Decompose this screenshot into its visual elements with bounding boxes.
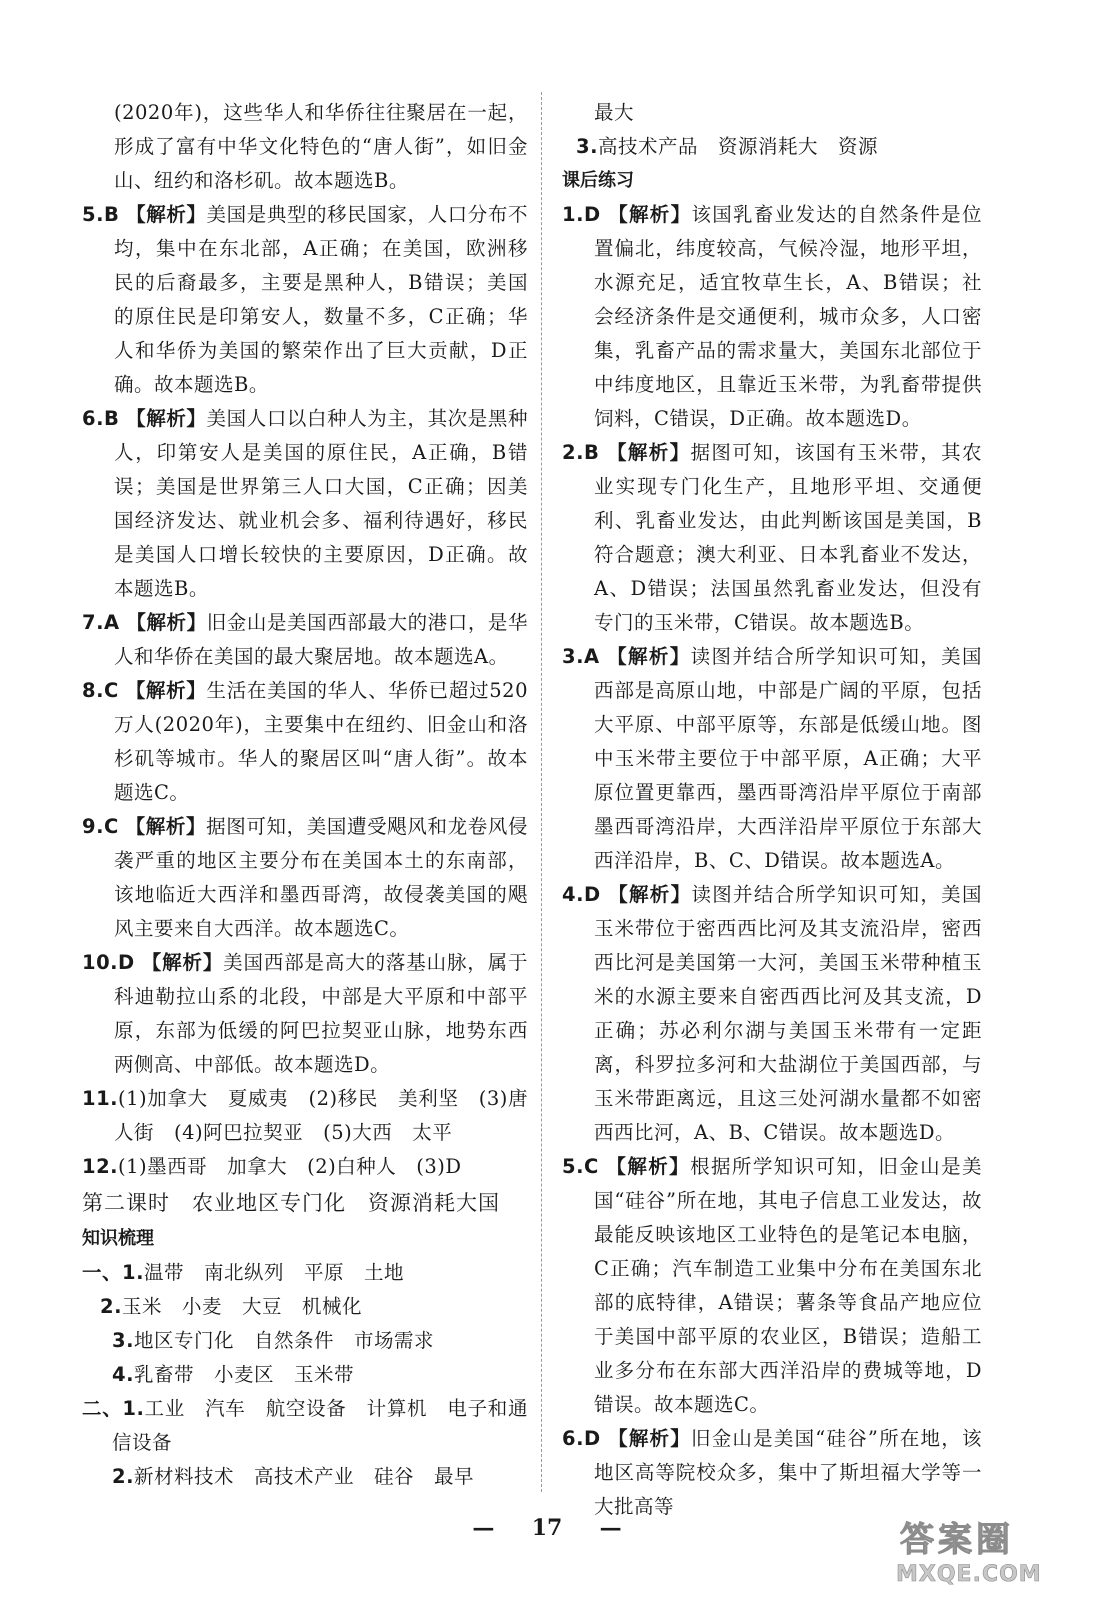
- answer-number: 2.B: [562, 441, 600, 464]
- item-prefix: 二、1.: [82, 1397, 145, 1420]
- answer-item-11: [82, 1082, 528, 1150]
- answer-text: 旧金山是美国西部最大的港口，是华人和华侨在美国的最大聚居地。故本题选A。: [114, 611, 528, 668]
- left-column: [82, 96, 528, 1494]
- item-prefix: 2.: [100, 1295, 122, 1318]
- answer-text: 美国人口以白种人为主，其次是黑种人，印第安人是美国的原住民，A正确，B错误；美国是世界第三人口大国，C正确；因美国经济发达、就业机会多、福利待遇好，移民是美国人口增长较快的主要原因，D正确。故本题选B。: [114, 407, 528, 600]
- answer-item-12: [82, 1150, 528, 1184]
- answer-item-6: [82, 402, 528, 606]
- item-prefix: 一、1.: [82, 1261, 144, 1284]
- knowledge-item: [82, 1392, 528, 1460]
- footer-dash-left: —: [472, 1515, 495, 1541]
- answer-number: 8.C: [82, 679, 119, 702]
- intro-paragraph: (2020年)，这些华人和华侨往往聚居在一起，形成了富有中华文化特色的“唐人街”，如旧金山、纽约和洛杉矶。故本题选B。: [114, 101, 528, 192]
- answer-number: 5.C: [562, 1155, 599, 1178]
- answer-text: 美国西部是高大的落基山脉，属于科迪勒拉山系的北段，中部是大平原和中部平原，东部为低缓的阿巴拉契亚山脉，地势东西两侧高、中部低。故本题选D。: [114, 951, 528, 1076]
- knowledge-item: [82, 1358, 528, 1392]
- answer-number: 6.B: [82, 407, 120, 430]
- answer-text: 该国乳畜业发达的自然条件是位置偏北，纬度较高，气候冷湿，地形平坦，水源充足，适宜牧草生长，A、B错误；社会经济条件是交通便利，城市众多，人口密集，乳畜产品的需求量大，美国东北部位于中纬度地区，且靠近玉米带，为乳畜带提供饲料，C错误，D正确。故本题选D。: [594, 203, 982, 430]
- answer-text: 据图可知，该国有玉米带，其农业实现专门化生产，且地形平坦、交通便利、乳畜业发达，由此判断该国是美国，B符合题意；澳大利亚、日本乳畜业不发达，A、D错误；法国虽然乳畜业发达，但没有专门的玉米带，C错误。故本题选B。: [594, 441, 982, 634]
- section-title: 第二课时 农业地区专门化 资源消耗大国: [82, 1191, 500, 1215]
- answer-text: (1)墨西哥 加拿大 (2)白种人 (3)D: [118, 1155, 462, 1178]
- answer-number: 3.A: [562, 645, 600, 668]
- answer-number: 5.B: [82, 203, 120, 226]
- answer-text: (1)加拿大 夏威夷 (2)移民 美利坚 (3)唐人街 (4)阿巴拉契亚 (5)大西 太平: [114, 1087, 528, 1144]
- analysis-label: 【解析】: [606, 441, 691, 464]
- answer-text: 据图可知，美国遭受飓风和龙卷风侵袭严重的地区主要分布在美国本土的东南部，该地临近大西洋和墨西哥湾，故侵袭美国的飓风主要来自大西洋。故本题选C。: [114, 815, 528, 940]
- answer-item-9: [82, 810, 528, 946]
- answer-text: 生活在美国的华人、华侨已超过520万人(2020年)，主要集中在纽约、旧金山和洛杉矶等城市。华人的聚居区叫“唐人街”。故本题选C。: [114, 679, 528, 804]
- analysis-label: 【解析】: [606, 1155, 691, 1178]
- item-text: 温带 南北纵列 平原 土地: [143, 1261, 404, 1284]
- answer-item-8: [82, 674, 528, 810]
- knowledge-item: [562, 130, 982, 164]
- answer-number: 11.: [82, 1087, 119, 1110]
- answer-number: 1.D: [562, 203, 601, 226]
- item-text: 乳畜带 小麦区 玉米带: [133, 1363, 354, 1386]
- continued-text: 最大: [594, 101, 635, 124]
- page-number: 17: [531, 1515, 563, 1541]
- item-text: 地区专门化 自然条件 市场需求: [133, 1329, 434, 1352]
- watermark-bottom-text: MXQE.COM: [896, 1562, 1042, 1587]
- watermark-top-text: 答案圈: [900, 1520, 1014, 1560]
- analysis-label: 【解析】: [141, 951, 224, 974]
- analysis-label: 【解析】: [125, 815, 207, 838]
- footer-dash-right: —: [599, 1515, 622, 1541]
- item-text: 高技术产品 资源消耗大 资源: [597, 135, 878, 158]
- item-text: 玉米 小麦 大豆 机械化: [121, 1295, 362, 1318]
- site-watermark-logo: [896, 1512, 1076, 1590]
- knowledge-item: [82, 1256, 528, 1290]
- analysis-label: 【解析】: [126, 611, 207, 634]
- answer-item-10: [82, 946, 528, 1082]
- answer-number: 7.A: [82, 611, 120, 634]
- item-text: 新材料技术 高技术产业 硅谷 最早: [133, 1465, 474, 1488]
- analysis-label: 【解析】: [607, 645, 691, 668]
- practice-item-6: [562, 1422, 982, 1524]
- item-prefix: 3.: [112, 1329, 134, 1352]
- answer-number: 10.D: [82, 951, 135, 974]
- practice-item-5: [562, 1150, 982, 1422]
- practice-item-3: [562, 640, 982, 878]
- practice-heading: 课后练习: [562, 170, 634, 191]
- analysis-label: 【解析】: [125, 679, 207, 702]
- item-prefix: 3.: [576, 135, 598, 158]
- answer-text: 读图并结合所学知识可知，美国西部是高原山地，中部是广阔的平原，包括大平原、中部平原等，东部是低缓山地。图中玉米带主要位于中部平原，A正确；大平原位置更靠西，墨西哥湾沿岸平原位于南部墨西哥湾沿岸，大西洋沿岸平原位于东部大西洋沿岸，B、C、D错误。故本题选A。: [594, 645, 982, 872]
- answer-number: 4.D: [562, 883, 601, 906]
- knowledge-item: [82, 1290, 528, 1324]
- item-prefix: 4.: [112, 1363, 134, 1386]
- answer-number: 12.: [82, 1155, 119, 1178]
- answer-text: 根据所学知识可知，旧金山是美国“硅谷”所在地，其电子信息工业发达，故最能反映该地区工业特色的是笔记本电脑，C正确；汽车制造工业集中分布在美国东北部的底特律，A错误；薯条等食品产地应位于美国中部平原的农业区，B错误；造船工业多分布在东部大西洋沿岸的费城等地，D错误。故本题选C。: [594, 1155, 982, 1416]
- knowledge-item: [82, 1460, 528, 1494]
- item-prefix: 2.: [112, 1465, 134, 1488]
- practice-item-2: [562, 436, 982, 640]
- answer-number: 6.D: [562, 1427, 601, 1450]
- knowledge-item: [82, 1324, 528, 1358]
- analysis-label: 【解析】: [608, 203, 692, 226]
- column-divider: [541, 92, 542, 1492]
- answer-text: 旧金山是美国“硅谷”所在地，该地区高等院校众多，集中了斯坦福大学等一大批高等: [594, 1427, 982, 1518]
- answer-item-7: [82, 606, 528, 674]
- practice-item-1: [562, 198, 982, 436]
- analysis-label: 【解析】: [608, 1427, 691, 1450]
- right-column: [562, 96, 982, 1524]
- knowledge-heading: 知识梳理: [82, 1228, 154, 1249]
- answer-number: 9.C: [82, 815, 119, 838]
- answer-item-5: [82, 198, 528, 402]
- analysis-label: 【解析】: [126, 407, 207, 430]
- analysis-label: 【解析】: [608, 883, 692, 906]
- analysis-label: 【解析】: [126, 203, 207, 226]
- practice-item-4: [562, 878, 982, 1150]
- item-text: 工业 汽车 航空设备 计算机 电子和通信设备: [112, 1397, 528, 1454]
- answer-text: 美国是典型的移民国家，人口分布不均，集中在东北部，A正确；在美国，欧洲移民的后裔最多，主要是黑种人，B错误；美国的原住民是印第安人，数量不多，C正确；华人和华侨为美国的繁荣作出了巨大贡献，D正确。故本题选B。: [114, 203, 528, 396]
- answer-text: 读图并结合所学知识可知，美国玉米带位于密西西比河及其支流沿岸，密西西比河是美国第一大河，美国玉米带种植玉米的水源主要来自密西西比河及其支流，D正确；苏必利尔湖与美国玉米带有一定距离，科罗拉多河和大盐湖位于美国西部，与玉米带距离远，且这三处河湖水量都不如密西西比河，A、B、C错误。故本题选D。: [594, 883, 982, 1144]
